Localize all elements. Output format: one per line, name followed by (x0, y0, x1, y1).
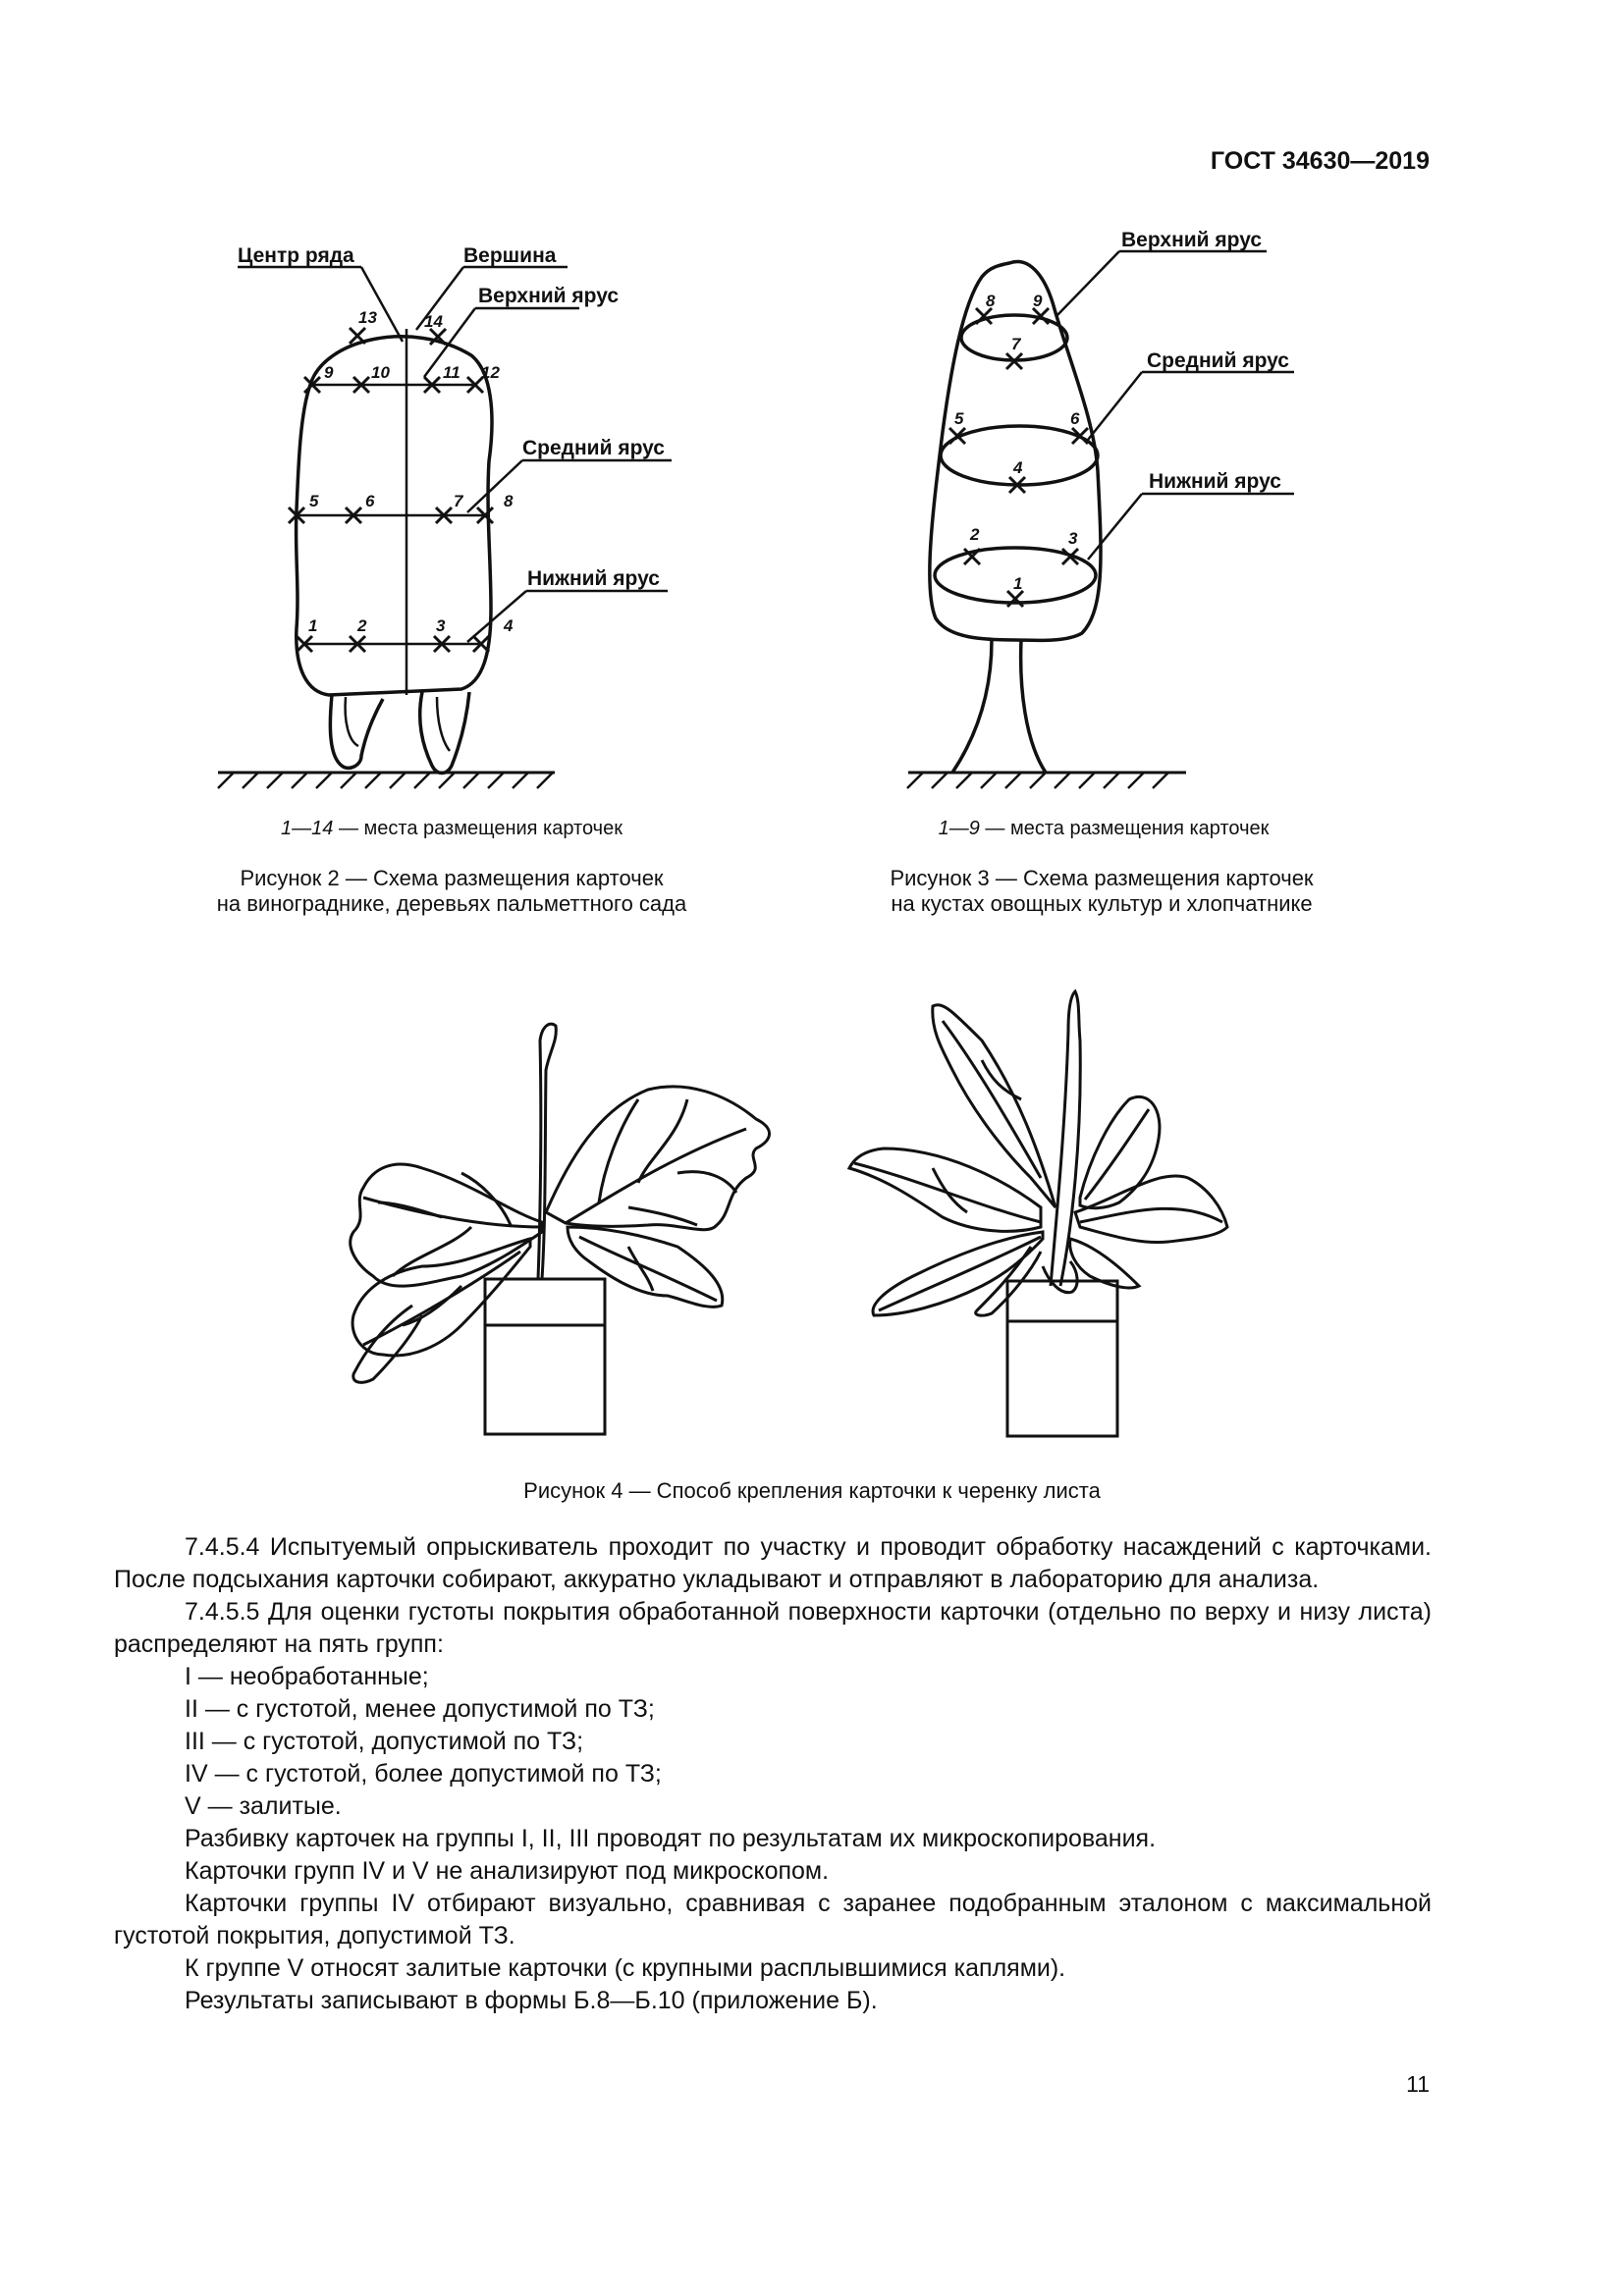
figure-3-legend (829, 818, 1379, 840)
paragraph-7-4-5-4: 7.4.5.4 Испытуемый опрыскиватель проходит по участку и проводит обработку насаждений с карточками. После подсыхания карточки собирают, аккуратно укладывают и отправляют в лабораторию для анализа. (114, 1533, 1432, 1593)
figure-3-caption (797, 866, 1406, 917)
paragraph-results: Результаты записывают в формы Б.8—Б.10 (приложение Б). (185, 1987, 878, 2014)
fig2-num-13: 13 (358, 308, 377, 327)
body-text (114, 1531, 1432, 2017)
figure-2-legend-text: — места размещения карточек (333, 818, 623, 839)
fig3-label-middle: Средний ярус (1147, 349, 1289, 372)
fig3-num-5: 5 (954, 409, 964, 428)
fig2-num-6: 6 (365, 492, 375, 510)
fig3-num-6: 6 (1070, 409, 1080, 428)
fig2-num-2: 2 (357, 616, 367, 635)
paragraph-7-4-5-5: 7.4.5.5 Для оценки густоты покрытия обработанной поверхности карточки (отдельно по верху и низу листа) распределяют на пять групп: (114, 1598, 1432, 1658)
fig3-label-upper: Верхний ярус (1121, 229, 1263, 251)
fig3-num-2: 2 (970, 525, 980, 544)
paragraph-group-v: К группе V относят залитые карточки (с крупными расплывшимися каплями). (185, 1954, 1066, 1982)
figure-2-legend (177, 818, 727, 840)
page-number: 11 (1406, 2071, 1430, 2097)
fig2-num-3: 3 (436, 616, 446, 635)
figure-3-text-labels (1121, 229, 1289, 493)
fig3-num-9: 9 (1033, 292, 1043, 310)
figure-3-ground-hatching (907, 773, 1168, 788)
fig2-num-7: 7 (454, 492, 463, 510)
fig3-num-8: 8 (986, 292, 996, 310)
fig2-num-10: 10 (371, 363, 390, 382)
fig2-num-5: 5 (309, 492, 319, 510)
fig3-num-4: 4 (1013, 458, 1023, 477)
fig3-num-7: 7 (1011, 335, 1021, 353)
figure-2-diagram (218, 337, 555, 774)
group-item-3: III — с густотой, допустимой по ТЗ; (185, 1728, 584, 1755)
figure-3-caption-line1: Рисунок 3 — Схема размещения карточек (890, 866, 1314, 890)
group-item-4: IV — с густотой, более допустимой по ТЗ; (185, 1760, 662, 1788)
group-item-5: V — залитые. (185, 1792, 342, 1820)
fig3-num-3: 3 (1068, 529, 1078, 548)
figure-2-caption (147, 866, 756, 917)
fig3-label-lower: Нижний ярус (1149, 470, 1281, 493)
fig2-num-11: 11 (443, 363, 460, 382)
figure-2-card-lines (238, 267, 672, 695)
figure-2-caption-line2: на винограднике, деревьях пальметтного сада (216, 891, 687, 916)
fig2-num-12: 12 (481, 363, 500, 382)
figure-3-caption-line2: на кустах овощных культур и хлопчатнике (891, 891, 1313, 916)
fig2-num-9: 9 (324, 363, 334, 382)
figure-2-legend-range: 1—14 (281, 818, 334, 839)
paragraph-group-iv: Карточки группы IV отбирают визуально, сравнивая с заранее подобранным эталоном с максимальной густотой покрытия, допустимой ТЗ. (114, 1890, 1432, 1949)
figure-2-number-labels (308, 308, 514, 635)
group-item-1: I — необработанные; (185, 1663, 429, 1690)
group-item-2: II — с густотой, менее допустимой по ТЗ; (185, 1695, 655, 1723)
fig2-num-4: 4 (504, 616, 514, 635)
document-header: ГОСТ 34630—2019 (1210, 147, 1430, 175)
figure-2-caption-line1: Рисунок 2 — Схема размещения карточек (240, 866, 664, 890)
paragraph-grouping: Разбивку карточек на группы I, II, III проводят по результатам их микроскопирования. (185, 1825, 1157, 1852)
fig2-label-middle: Средний ярус (522, 437, 665, 459)
fig2-label-upper: Верхний ярус (478, 285, 620, 307)
fig2-num-8: 8 (504, 492, 514, 510)
fig2-label-row-center: Центр ряда (238, 244, 354, 267)
figure-3-leader-lines (1056, 251, 1294, 560)
fig2-num-14: 14 (424, 312, 443, 331)
fig3-num-1: 1 (1013, 574, 1023, 593)
paragraph-not-analyzed: Карточки групп IV и V не анализируют под микроскопом. (185, 1857, 830, 1885)
fig2-label-top: Вершина (463, 244, 557, 267)
figure-4-right-plant (849, 991, 1227, 1436)
figure-3-diagram (908, 261, 1186, 773)
fig2-num-1: 1 (308, 616, 318, 635)
fig2-label-lower: Нижний ярус (527, 567, 660, 590)
figure-2-markers (289, 328, 493, 652)
figure-2-ground-hatching (218, 773, 553, 788)
figure-4-caption: Рисунок 4 — Способ крепления карточки к черенку листа (523, 1478, 1101, 1503)
figure-4-left-plant (351, 1024, 770, 1434)
figure-3-legend-text: — места размещения карточек (979, 818, 1270, 839)
figure-3-legend-range: 1—9 (938, 818, 980, 839)
